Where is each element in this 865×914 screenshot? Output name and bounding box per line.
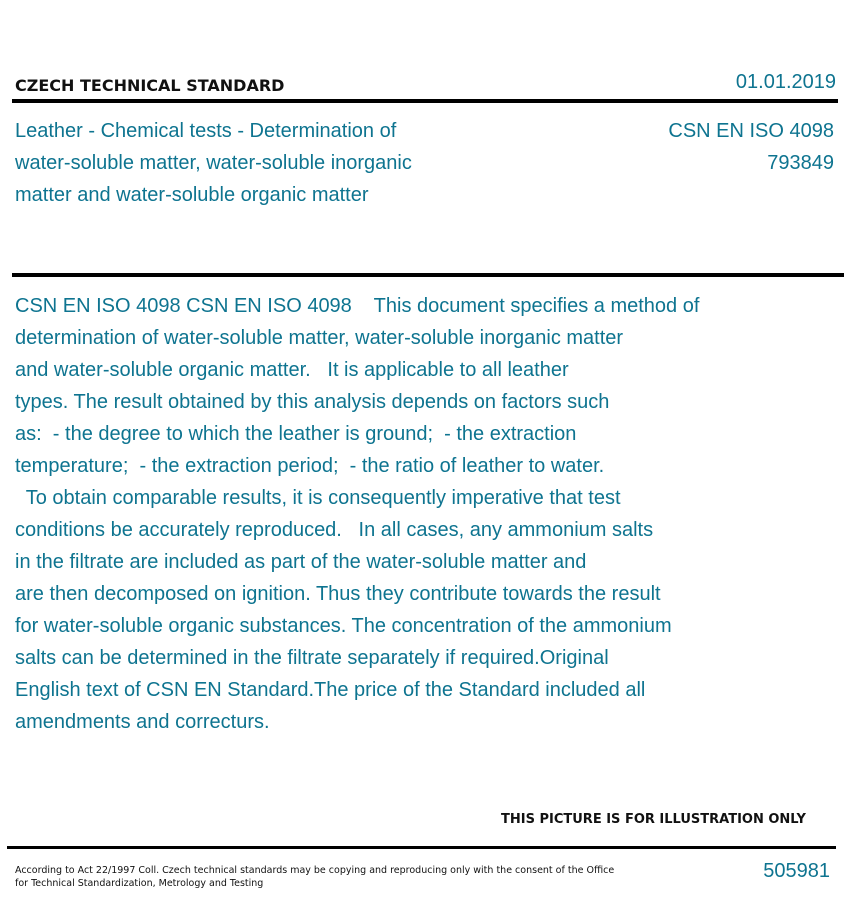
abstract-line: salts can be determined in the filtrate separately if required.Original: [15, 647, 609, 669]
abstract-line: in the filtrate are included as part of the water-soluble matter and: [15, 551, 587, 573]
document-title: [15, 115, 575, 211]
abstract-line: as: - the degree to which the leather is ground; - the extraction: [15, 423, 577, 445]
abstract-line: and water-soluble organic matter. It is applicable to all leather: [15, 359, 569, 381]
abstract-line: CSN EN ISO 4098 CSN EN ISO 4098 This document specifies a method of: [15, 295, 700, 317]
abstract-line: for water-soluble organic substances. The concentration of the ammonium: [15, 615, 672, 637]
header-date: 01.01.2019: [735, 71, 836, 93]
abstract-line: conditions be accurately reproduced. In all cases, any ammonium salts: [15, 519, 654, 541]
title-line: Leather - Chemical tests - Determination of: [15, 120, 397, 142]
title-line: water-soluble matter, water-soluble inorganic: [15, 152, 412, 174]
abstract: [15, 290, 815, 738]
illustration-note: THIS PICTURE IS FOR ILLUSTRATION ONLY: [501, 812, 806, 827]
header-label: CZECH TECHNICAL STANDARD: [15, 76, 285, 95]
abstract-line: amendments and correcturs.: [15, 711, 270, 733]
title-line: matter and water-soluble organic matter: [15, 184, 369, 206]
legal-line: for Technical Standardization, Metrology and Testing: [15, 878, 264, 889]
abstract-line: English text of CSN EN Standard.The price of the Standard included all: [15, 679, 646, 701]
class-number: 793849: [767, 152, 834, 174]
abstract-line: determination of water-soluble matter, water-soluble inorganic matter: [15, 327, 624, 349]
document-code: CSN EN ISO 4098: [668, 120, 834, 142]
middle-rule: [12, 273, 844, 277]
abstract-line: temperature; - the extraction period; - the ratio of leather to water.: [15, 455, 605, 477]
document-code-block: [668, 115, 834, 179]
footer-number: 505981: [763, 860, 830, 882]
footer-legal: [15, 864, 614, 890]
bottom-rule: [7, 846, 836, 849]
top-rule: [12, 99, 838, 103]
abstract-line: types. The result obtained by this analysis depends on factors such: [15, 391, 610, 413]
abstract-line: are then decomposed on ignition. Thus they contribute towards the result: [15, 583, 661, 605]
abstract-line: To obtain comparable results, it is consequently imperative that test: [15, 487, 621, 509]
legal-line: According to Act 22/1997 Coll. Czech technical standards may be copying and reproducing only with the consent of the Office: [15, 865, 615, 876]
